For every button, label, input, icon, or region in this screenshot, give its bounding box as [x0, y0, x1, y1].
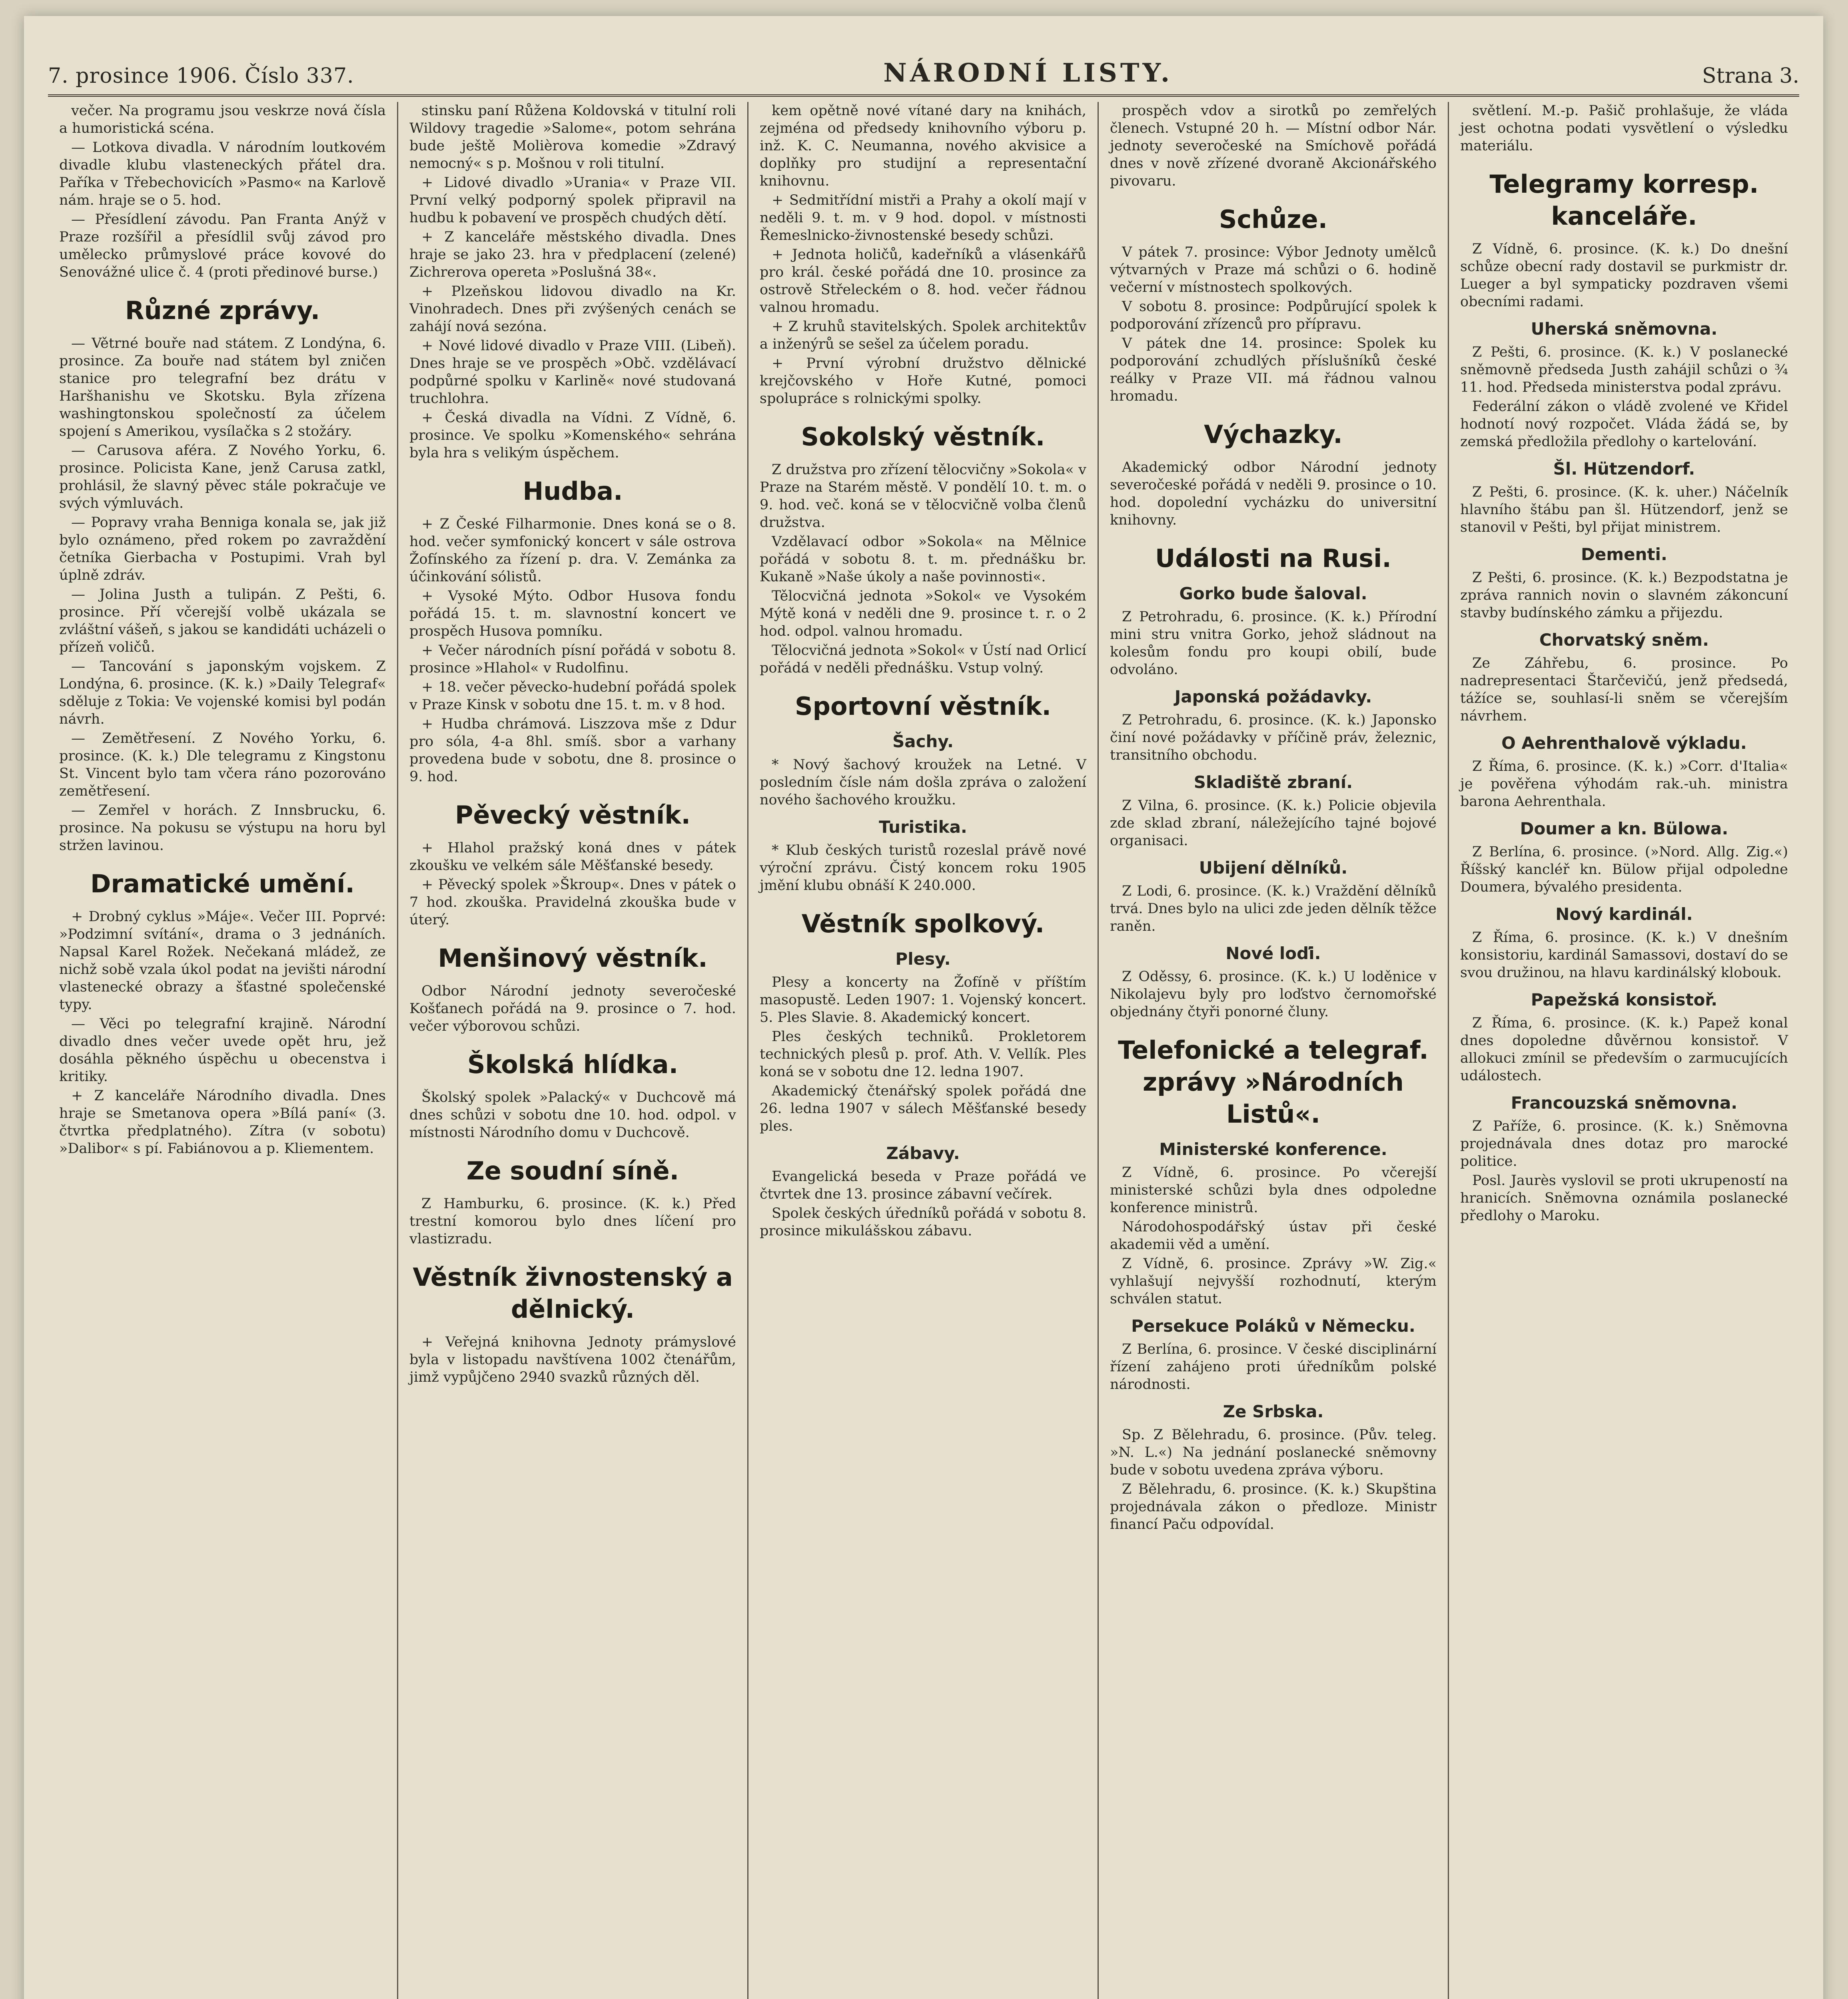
article-paragraph: + Lidové divadlo »Urania« v Praze VII. První velký podporný spolek připravil na hudbu k pobavení ve prospěch chudých dětí.: [409, 175, 736, 226]
article-paragraph: + 18. večer pěvecko-hudební pořádá spolek v Praze Kinsk v sobotu dne 15. t. m. v 8 hod.: [409, 679, 736, 713]
subheading: Japonská požádavky.: [1174, 687, 1372, 706]
article-paragraph: Z Vídně, 6. prosince. Zprávy »W. Zig.« vyhlašují nejvyšší rozhodnutí, kterým schválen statut.: [1110, 1256, 1437, 1307]
article-paragraph: Z Pešti, 6. prosince. (K. k.) V poslanecké sněmovně předseda Justh zahájil schůzi o ¾ 11. hod. Předseda ministerstva podal zprávu.: [1460, 344, 1788, 395]
section-heading: Ze soudní síně.: [466, 1156, 679, 1185]
article-paragraph: + Česká divadla na Vídni. Z Vídně, 6. prosince. Ve spolku »Komenského« sehrána byla hra s velikým úspěchem.: [409, 410, 736, 461]
section-heading: Menšinový věstník.: [438, 944, 708, 973]
subheading: Gorko bude šaloval.: [1179, 584, 1367, 603]
article-paragraph: — Zemřel v horách. Z Innsbrucku, 6. prosince. Na pokusu se výstupu na horu byl stržen lavinou.: [59, 802, 386, 854]
article-paragraph: Z Berlína, 6. prosince. V české disciplinární řízení zahájeno proti úředníkům polské národnosti.: [1110, 1341, 1437, 1393]
article-paragraph: + Nové lidové divadlo v Praze VIII. (Libeň). Dnes hraje se ve prospěch »Obč. vzdělávací podpůrné spolku v Karlině« nové studovaná truchlohra.: [409, 338, 736, 407]
article-paragraph: + Večer národních písní pořádá v sobotu 8. prosince »Hlahol« v Rudolfinu.: [409, 642, 736, 676]
article-paragraph: kem opětně nové vítané dary na knihách, zejména od předsedy knihovního výboru p. inž. K. C. Neumanna, nového akvisice a doplňky pro studijní a representační knihovnu.: [760, 103, 1086, 189]
subheading: Ministerské konference.: [1159, 1139, 1387, 1159]
subheading: O Aehrenthalově výkladu.: [1501, 733, 1747, 753]
article-paragraph: Spolek českých úředníků pořádá v sobotu 8. prosince mikulášskou zábavu.: [760, 1205, 1086, 1239]
column-1: [48, 102, 398, 1999]
section-heading: Pěvecký věstník.: [455, 800, 691, 830]
section-heading: Věstník živnostenský a dělnický.: [413, 1263, 733, 1324]
article-paragraph: Z Vídně, 6. prosince. Po včerejší ministerské schůzi byla dnes odpoledne konference ministrů.: [1110, 1165, 1437, 1216]
article-paragraph: — Jolina Justh a tulipán. Z Pešti, 6. prosince. Pří včerejší volbě ukázala se zvláštní vášeň, s jakou se kandidáti ucházeli o přízeň voličů.: [59, 587, 386, 655]
section-heading: Různé zprávy.: [125, 296, 320, 325]
subheading: Uherská sněmovna.: [1531, 319, 1718, 339]
article-paragraph: V sobotu 8. prosince: Podpůrující spolek k podporování zřízenců pro přípravu.: [1110, 299, 1437, 332]
subheading: Papežská konsistoř.: [1531, 990, 1718, 1009]
section-heading: Výchazky.: [1204, 420, 1343, 449]
column-2: [398, 102, 748, 1999]
article-paragraph: + Sedmitřídní mistři a Prahy a okolí mají v neděli 9. t. m. v 9 hod. dopol. v místnosti Řemeslnicko-živnostenské besedy schůzi.: [760, 192, 1086, 243]
article-paragraph: Vzdělavací odbor »Sokola« na Mělnice pořádá v sobotu 8. t. m. přednášku br. Kukaně »Naše úkoly a naše povinnosti«.: [760, 534, 1086, 585]
article-paragraph: Z Pešti, 6. prosince. (K. k. uher.) Náčelník hlavního štábu pan šl. Hützendorf, jenž se stanovil v Pešti, byl přijat ministrem.: [1460, 484, 1788, 535]
article-paragraph: * Nový šachový kroužek na Letné. V posledním čísle nám došla zpráva o založení nového šachového kroužku.: [760, 757, 1086, 808]
section-heading: Dramatické umění.: [90, 869, 355, 898]
subheading: Ubijení dělníků.: [1199, 858, 1348, 878]
subheading: Ze Srbska.: [1223, 1402, 1324, 1421]
article-paragraph: Ze Záhřebu, 6. prosince. Po nadrepresentaci Štarčevičú, jenž předsedá, tážíce se, souhlasí-li sněm se včerejším návrhem.: [1460, 655, 1788, 724]
article-paragraph: + Hudba chrámová. Liszzova mše z Ddur pro sóla, 4-a 8hl. smíš. sbor a varhany provedena bude v sobotu, dne 8. prosince o 9. hod.: [409, 716, 736, 785]
article-paragraph: Ples českých techniků. Prokletorem technických plesů p. prof. Ath. V. Vellík. Ples koná se v sobotu dne 12. ledna 1907.: [760, 1029, 1086, 1080]
article-paragraph: večer. Na programu jsou veskrze nová čísla a humoristická scéna.: [59, 103, 386, 136]
article-paragraph: + Plzeňskou lidovou divadlo na Kr. Vinohradech. Dnes při zvýšených cenách se zahájí nová sezóna.: [409, 283, 736, 335]
article-paragraph: + Z České Filharmonie. Dnes koná se o 8. hod. večer symfonický koncert v sále ostrova Žofínského za řízení p. dra. V. Zemánka za účinkování sólistů.: [409, 516, 736, 585]
article-paragraph: Z Říma, 6. prosince. (K. k.) Papež konal dnes dopoledne důvěrnou konsistoř. V allokuci zmínil se především o zarmucujících událostech.: [1460, 1015, 1788, 1084]
article-paragraph: — Přesídlení závodu. Pan Franta Anýž v Praze rozšířil a přesídlil svůj závod pro umělecko průmyslové práce kovové do Senovážné ulice č. 4 (proti předinové burse.): [59, 211, 386, 280]
article-paragraph: Z Hamburku, 6. prosince. (K. k.) Před trestní komorou bylo dnes líčení pro vlastizradu.: [409, 1196, 736, 1247]
page-number: Strana 3.: [1702, 64, 1799, 88]
article-paragraph: Akademický čtenářský spolek pořádá dne 26. ledna 1907 v sálech Měšťanské besedy ples.: [760, 1083, 1086, 1134]
article-paragraph: Odbor Národní jednoty severočeské Košťanech pořádá na 9. prosince o 7. hod. večer výborovou schůzi.: [409, 983, 736, 1034]
section-heading: Schůze.: [1219, 205, 1328, 234]
article-paragraph: — Zemětřesení. Z Nového Yorku, 6. prosince. (K. k.) Dle telegramu z Kingstonu St. Vincent bylo tam včera ráno pozorováno zemětřesení.: [59, 730, 386, 799]
article-paragraph: Tělocvičná jednota »Sokol« ve Vysokém Mýtě koná v neděli dne 9. prosince t. r. o 2 hod. odpol. valnou hromadu.: [760, 588, 1086, 639]
subheading: Nový kardinál.: [1555, 904, 1693, 924]
article-paragraph: Národohospodářský ústav při české akademii věd a umění.: [1110, 1219, 1437, 1253]
article-paragraph: V pátek 7. prosince: Výbor Jednoty umělců výtvarných v Praze má schůzi o 6. hodině večerní v místnostech spolkových.: [1110, 244, 1437, 295]
article-paragraph: Z Bělehradu, 6. prosince. (K. k.) Skupština projednávala zákon o předloze. Ministr financí Paču odpovídal.: [1110, 1481, 1437, 1532]
article-paragraph: + Vysoké Mýto. Odbor Husova fondu pořádá 15. t. m. slavnostní koncert ve prospěch Husova pomníku.: [409, 588, 736, 639]
subheading: Šl. Hützendorf.: [1553, 459, 1695, 479]
subheading: Francouzská sněmovna.: [1511, 1093, 1738, 1113]
article-paragraph: Z Berlína, 6. prosince. (»Nord. Allg. Zig.«) Říšský kancléř kn. Bülow přijal odpoledne Doumera, bývalého presidenta.: [1460, 844, 1788, 895]
newspaper-page: [24, 16, 1823, 1999]
column-3: [748, 102, 1099, 1999]
text-columns: [48, 102, 1799, 1999]
article-paragraph: prospěch vdov a sirotků po zemřelých členech. Vstupné 20 h. — Místní odbor Nár. jednoty severočeské na Smíchově pořádá dnes v nově zřízené dvoraně Akcionářského pivovaru.: [1110, 103, 1437, 189]
subheading: Persekuce Poláků v Německu.: [1131, 1316, 1415, 1336]
article-paragraph: + Z kanceláře Národního divadla. Dnes hraje se Smetanova opera »Bílá paní« (3. čtvrtka předplatného). Zítra (v sobotu) »Dalibor« s pí. Fabiánovou a p. Kliementem.: [59, 1088, 386, 1157]
article-paragraph: + Z kanceláře městského divadla. Dnes hraje se jako 23. hra v předplacení (zelené) Zichrerova opereta »Poslušná 38«.: [409, 229, 736, 280]
article-paragraph: Tělocvičná jednota »Sokol« v Ústí nad Orlicí pořádá v neděli přednášku. Vstup volný.: [760, 642, 1086, 676]
article-paragraph: Z Petrohradu, 6. prosince. (K. k.) Přírodní mini stru vnitra Gorko, jehož sládnout na kolesům fondu pro koupi obilí, bude odvoláno.: [1110, 609, 1437, 678]
subheading: Skladiště zbraní.: [1193, 772, 1353, 792]
article-paragraph: Školský spolek »Palacký« v Duchcově má dnes schůzi v sobotu dne 10. hod. odpol. v místnosti Národního domu v Duchcově.: [409, 1089, 736, 1141]
subheading: Plesy.: [895, 949, 951, 969]
article-paragraph: — Tancování s japonským vojskem. Z Londýna, 6. prosince. (K. k.) »Daily Telegraf« sděluje z Tokia: Ve vojenské komisi byl podán návrh.: [59, 658, 386, 727]
article-paragraph: — Věci po telegrafní krajině. Národní divadlo dnes večer uvede opět hru, jež dosáhla pěkného úspěchu u obecenstva i kritiky.: [59, 1016, 386, 1085]
article-paragraph: * Klub českých turistů rozeslal právě nové výroční zprávu. Čistý koncem roku 1905 jmění klubu obnáší K 240.000.: [760, 842, 1086, 894]
column-5: [1449, 102, 1799, 1999]
section-heading: Školská hlídka.: [467, 1050, 679, 1079]
subheading: Šachy.: [892, 732, 954, 751]
article-paragraph: Z Vídně, 6. prosince. (K. k.) Do dnešní schůze obecní rady dostavil se purkmistr dr. Lueger a byl sympaticky pozdraven všemi obecními radami.: [1460, 241, 1788, 310]
subheading: Zábavy.: [886, 1143, 960, 1163]
section-heading: Sokolský věstník.: [801, 422, 1045, 451]
article-paragraph: Sp. Z Bělehradu, 6. prosince. (Pův. teleg. »N. L.«) Na jednání poslanecké sněmovny bude v sobotu uvedena zpráva výboru.: [1110, 1427, 1437, 1478]
article-paragraph: Z Vilna, 6. prosince. (K. k.) Policie objevila zde sklad zbraní, náležejícího tajné bojové organisaci.: [1110, 798, 1437, 849]
section-heading: Sportovní věstník.: [794, 692, 1051, 721]
article-paragraph: Z Říma, 6. prosince. (K. k.) »Corr. d'Italia« je pověřena výhodám rak.-uh. ministra barona Aehrenthala.: [1460, 758, 1788, 810]
article-paragraph: světlení. M.-p. Pašič prohlašuje, že vláda jest ochotna podati vysvětlení o výsledku materiálu.: [1460, 103, 1788, 154]
page-header: [48, 44, 1799, 97]
article-paragraph: + Pěvecký spolek »Škroup«. Dnes v pátek o 7 hod. zkouška. Pravidelná zkouška bude v úterý.: [409, 877, 736, 928]
issue-date: 7. prosince 1906. Číslo 337.: [48, 64, 354, 88]
article-paragraph: + Jednota holičů, kadeřníků a vlásenkářů pro král. české pořádá dne 10. prosince za ostrově Střeleckém o 8. hod. večer řádnou valnou hromadu.: [760, 247, 1086, 315]
article-paragraph: Z Lodi, 6. prosince. (K. k.) Vraždění dělníků trvá. Dnes bylo na ulici zde jeden dělník těžce raněn.: [1110, 883, 1437, 934]
subheading: Dementi.: [1581, 545, 1667, 564]
article-paragraph: — Větrné bouře nad státem. Z Londýna, 6. prosince. Za bouře nad státem byl zničen stanice pro telegrafní bez drátu v Haršhanishu ve Skotsku. Byla zřízena washingtonskou společností za účelem spojení s Amerikou, vysílačka s 2 stožáry.: [59, 335, 386, 439]
article-paragraph: V pátek dne 14. prosince: Spolek ku podporování zchudlých příslušníků české reálky v Praze VII. má řádnou valnou hromadu.: [1110, 335, 1437, 404]
article-paragraph: Posl. Jaurès vyslovil se proti ukrupeností na hranicích. Sněmovna oznámila poslanecké předlohy o Maroku.: [1460, 1173, 1788, 1224]
article-paragraph: — Popravy vraha Benniga konala se, jak již bylo oznámeno, před rokem po zavraždění četníka Gierbacha v Postupimi. Vrah byl úplně zdráv.: [59, 515, 386, 583]
subheading: Doumer a kn. Bülowa.: [1520, 819, 1728, 838]
section-heading: Události na Rusi.: [1155, 544, 1391, 573]
article-paragraph: stinsku paní Růžena Koldovská v titulní roli Wildovy tragedie »Salome«, potom sehrána bude ještě Molièrova komedie »Zdravý nemocný« s p. Mošnou v roli titulní.: [409, 103, 736, 172]
article-paragraph: Z družstva pro zřízení tělocvičny »Sokola« v Praze na Starém městě. V pondělí 10. t. m. o 9. hod. več. koná se v tělocvičně volba členů družstva.: [760, 462, 1086, 531]
article-paragraph: + Drobný cyklus »Máje«. Večer III. Poprvé: »Podzimní svítání«, drama o 3 jednáních. Napsal Karel Rožek. Nečekaná mládež, ze nichž sobě vzala úkol podat na jevišti národní vlastenecké obrazy a šťastné společenské typy.: [59, 909, 386, 1013]
article-paragraph: Akademický odbor Národní jednoty severočeské pořádá v neděli 9. prosince o 10. hod. dopolední vycházku do universitní knihovny.: [1110, 459, 1437, 528]
article-paragraph: Z Paříže, 6. prosince. (K. k.) Sněmovna projednávala dnes dotaz pro marocké politice.: [1460, 1118, 1788, 1169]
subheading: Chorvatský sněm.: [1539, 630, 1709, 650]
subheading: Nové loďi.: [1225, 944, 1321, 963]
article-paragraph: Z Říma, 6. prosince. (K. k.) V dnešním konsistoriu, kardinál Samassovi, dostaví do se svou družinou, na hlavu kardinálský klobouk.: [1460, 930, 1788, 981]
article-paragraph: Z Pešti, 6. prosince. (K. k.) Bezpodstatna je zpráva rannich novin o slavném zákoncuní stavby budínského zámku a přijezdu.: [1460, 570, 1788, 621]
column-4: [1099, 102, 1449, 1999]
article-paragraph: Z Petrohradu, 6. prosince. (K. k.) Japonsko činí nové požádavky v příčině práv, železnic, transitního obchodu.: [1110, 712, 1437, 763]
article-paragraph: Z Oděssy, 6. prosince. (K. k.) U loděnice v Nikolajevu byly pro loďstvo černomořské objednány čtyři ponorné čluny.: [1110, 969, 1437, 1020]
article-paragraph: Plesy a koncerty na Žofíně v příštím masopustě. Leden 1907: 1. Vojenský koncert. 5. Ples Slavie. 8. Akademický koncert.: [760, 974, 1086, 1025]
article-paragraph: + Hlahol pražský koná dnes v pátek zkoušku ve velkém sále Měšťanské besedy.: [409, 840, 736, 874]
article-paragraph: — Lotkova divadla. V národním loutkovém divadle klubu vlasteneckých přátel dra. Paříka v Třebechovicích »Pasmo« na Karlově nám. hraje se o 5. hod.: [59, 140, 386, 208]
section-heading: Hudba.: [523, 477, 623, 506]
section-heading: Telefonické a telegraf. zprávy »Národních Listů«.: [1118, 1035, 1429, 1129]
article-paragraph: + První výrobní družstvo dělnické krejčovského v Hoře Kutné, pomoci spolupráce s rolnickými spolky.: [760, 355, 1086, 407]
section-heading: Telegramy korresp. kanceláře.: [1489, 170, 1759, 231]
article-paragraph: — Carusova aféra. Z Nového Yorku, 6. prosince. Policista Kane, jenž Carusa zatkl, prohlásil, že slavný pěvec stále pokračuje ve svých výmluvách.: [59, 443, 386, 511]
article-paragraph: Evangelická beseda v Praze pořádá ve čtvrtek dne 13. prosince zábavní večírek.: [760, 1169, 1086, 1202]
subheading: Turistika.: [879, 817, 967, 837]
masthead: NÁRODNÍ LISTY.: [883, 58, 1173, 88]
article-paragraph: + Veřejná knihovna Jednoty prámyslové byla v listopadu navštívena 1002 čtenářům, jimž vypůjčeno 2940 svazků různých děl.: [409, 1334, 736, 1385]
section-heading: Věstník spolkový.: [801, 909, 1045, 938]
article-paragraph: Federální zákon o vládě zvolené ve Křidel hodnotí nový rozpočet. Vláda žádá se, by zemská předložila předlohy o kartelování.: [1460, 399, 1788, 450]
article-paragraph: + Z kruhů stavitelských. Spolek architektův a inženýrů se sešel za účelem poradu.: [760, 319, 1086, 352]
